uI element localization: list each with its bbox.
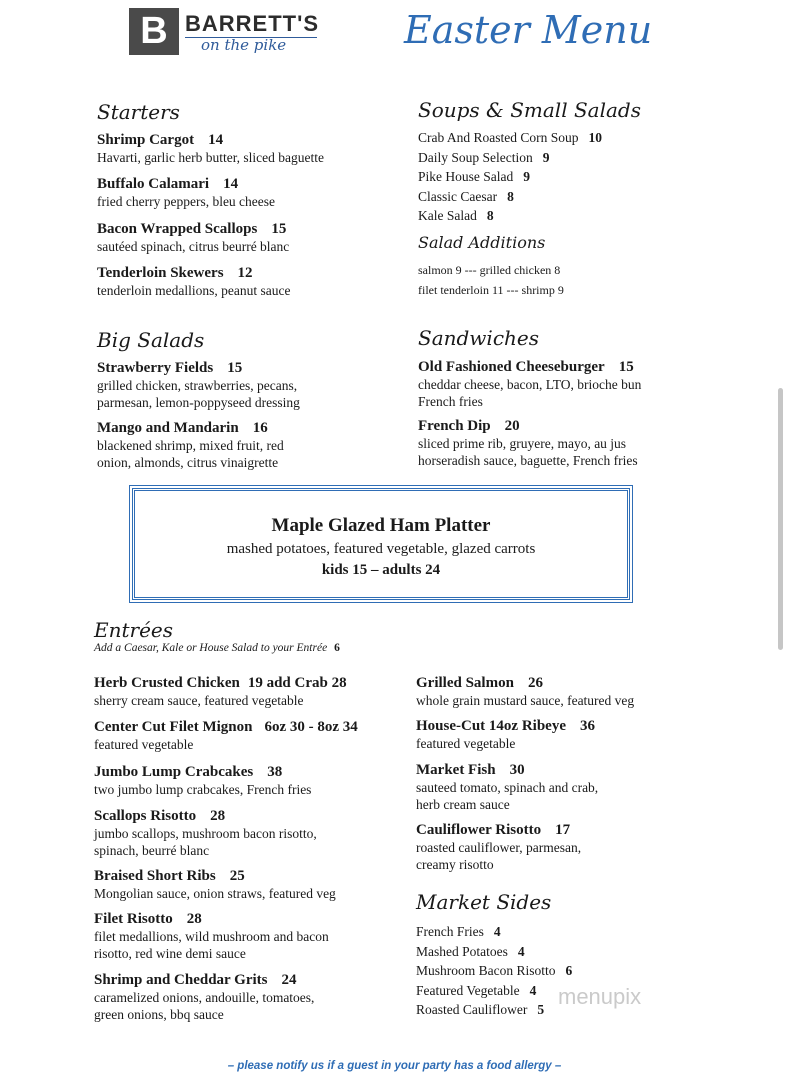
item-name: Classic Caesar bbox=[418, 188, 498, 204]
item-description: roasted cauliflower, parmesan, bbox=[416, 840, 582, 855]
item-description: caramelized onions, andouille, tomatoes, bbox=[94, 990, 315, 1005]
scrollbar[interactable] bbox=[778, 388, 783, 650]
item-description: onion, almonds, citrus vinaigrette bbox=[97, 455, 279, 470]
item-description: green onions, bbq sauce bbox=[94, 1007, 224, 1022]
item-price: 6oz 30 - 8oz 34 bbox=[264, 719, 358, 735]
item-description: Mongolian sauce, onion straws, featured veg bbox=[94, 886, 336, 901]
special-price: kids 15 – adults 24 bbox=[321, 562, 441, 578]
item-name: Mushroom Bacon Risotto bbox=[416, 963, 556, 978]
item-description: fried cherry peppers, bleu cheese bbox=[97, 194, 276, 209]
item-description: herb cream sauce bbox=[416, 797, 510, 812]
item-price: 38 bbox=[267, 764, 283, 780]
menu-item bbox=[416, 981, 572, 1001]
item-name: Shrimp and Cheddar Grits bbox=[94, 972, 268, 988]
item-name: Jumbo Lump Crabcakes bbox=[94, 764, 254, 780]
item-price: 9 bbox=[523, 169, 530, 184]
item-price: 4 bbox=[517, 943, 525, 959]
menu-item bbox=[94, 674, 414, 709]
market-sides-list bbox=[416, 922, 572, 1020]
item-description: spinach, beurré blanc bbox=[94, 843, 210, 858]
item-price: 6 bbox=[565, 963, 573, 978]
restaurant-logo bbox=[129, 8, 319, 55]
item-description: sliced prime rib, gruyere, mayo, au jus bbox=[418, 436, 627, 451]
item-name: Mango and Mandarin bbox=[97, 420, 239, 436]
item-name: Cauliflower Risotto bbox=[416, 822, 542, 838]
section-heading-entrees: Entrées bbox=[94, 618, 174, 642]
item-name: Braised Short Ribs bbox=[94, 868, 216, 884]
special-name: Maple Glazed Ham Platter bbox=[271, 515, 491, 536]
menu-item bbox=[418, 187, 602, 207]
menu-item bbox=[416, 761, 736, 813]
item-price: 26 bbox=[527, 675, 543, 691]
item-description: filet medallions, wild mushroom and bacon bbox=[94, 929, 329, 944]
item-name: Mashed Potatoes bbox=[416, 943, 508, 959]
featured-special-box bbox=[132, 488, 630, 600]
section-heading-soups: Soups & Small Salads bbox=[418, 98, 641, 122]
item-name: Bacon Wrapped Scallops bbox=[97, 221, 258, 237]
menu-item bbox=[97, 359, 417, 411]
item-price: 14 bbox=[208, 132, 224, 148]
entrees-note bbox=[94, 642, 340, 654]
item-name: Crab And Roasted Corn Soup bbox=[418, 130, 579, 145]
menu-item bbox=[418, 167, 602, 187]
item-name: Buffalo Calamari bbox=[97, 176, 210, 192]
menu-item bbox=[94, 807, 414, 859]
section-heading-sandwiches: Sandwiches bbox=[418, 326, 540, 350]
item-price: 12 bbox=[237, 265, 253, 281]
menu-item bbox=[418, 148, 602, 168]
menu-item bbox=[97, 220, 417, 255]
item-price: 17 bbox=[555, 822, 571, 838]
item-description: jumbo scallops, mushroom bacon risotto, bbox=[94, 826, 317, 841]
item-name: Filet Risotto bbox=[94, 911, 173, 927]
item-price: 25 bbox=[229, 868, 245, 884]
item-description: sautéed spinach, citrus beurré blanc bbox=[97, 239, 290, 254]
item-description: featured vegetable bbox=[416, 736, 516, 751]
item-name: Market Fish bbox=[416, 762, 496, 778]
item-price: 15 bbox=[271, 221, 287, 237]
item-description: cheddar cheese, bacon, LTO, brioche bun bbox=[418, 377, 642, 392]
menu-item bbox=[418, 417, 758, 469]
item-name: Roasted Cauliflower bbox=[416, 1002, 528, 1017]
item-description: two jumbo lump crabcakes, French fries bbox=[94, 782, 312, 797]
item-description: grilled chicken, strawberries, pecans, bbox=[97, 378, 298, 393]
item-price: 19 add Crab 28 bbox=[247, 675, 347, 691]
item-price: 8 bbox=[486, 208, 494, 223]
item-description: whole grain mustard sauce, featured veg bbox=[416, 693, 635, 708]
item-name: Daily Soup Selection bbox=[418, 149, 533, 165]
logo-name: BARRETT'S bbox=[185, 11, 320, 36]
menu-item bbox=[418, 128, 602, 148]
item-price: 5 bbox=[537, 1002, 545, 1017]
soups-list bbox=[418, 128, 602, 226]
menu-item bbox=[416, 922, 572, 942]
section-heading-market-sides: Market Sides bbox=[416, 890, 552, 914]
menu-item bbox=[416, 942, 572, 962]
menu-item bbox=[94, 910, 414, 962]
item-price: 10 bbox=[588, 130, 602, 145]
menu-title: Easter Menu bbox=[404, 8, 653, 52]
menu-item bbox=[418, 206, 602, 226]
item-name: Tenderloin Skewers bbox=[97, 265, 224, 281]
item-description: creamy risotto bbox=[416, 857, 494, 872]
item-name: Herb Crusted Chicken bbox=[94, 675, 240, 691]
menu-item bbox=[416, 674, 736, 709]
item-price: 28 bbox=[186, 911, 202, 927]
logo-tagline: on the pike bbox=[201, 36, 287, 54]
section-heading-big-salads: Big Salads bbox=[97, 328, 205, 352]
section-heading-starters: Starters bbox=[97, 100, 180, 124]
item-description: sauteed tomato, spinach and crab, bbox=[416, 780, 599, 795]
menu-item bbox=[94, 971, 414, 1023]
item-name: Kale Salad bbox=[418, 208, 477, 223]
item-price: 8 bbox=[507, 188, 514, 204]
item-name: Grilled Salmon bbox=[416, 675, 514, 691]
addition-line: filet tenderloin 11 --- shrimp 9 bbox=[418, 283, 564, 297]
menu-item bbox=[97, 419, 417, 471]
note-text: Add a Caesar, Kale or House Salad to your Entrée bbox=[94, 642, 328, 654]
menu-item bbox=[416, 961, 572, 981]
menu-item bbox=[416, 717, 736, 752]
section-heading-salad-additions: Salad Additions bbox=[418, 233, 546, 252]
item-name: House-Cut 14oz Ribeye bbox=[416, 718, 566, 734]
note-price: 6 bbox=[334, 642, 340, 654]
watermark: menupix bbox=[558, 984, 642, 1009]
menu-item bbox=[97, 131, 417, 166]
addition-line: salmon 9 --- grilled chicken 8 bbox=[418, 263, 561, 277]
menu-item bbox=[94, 763, 414, 798]
item-price: 9 bbox=[542, 149, 550, 165]
menu-item bbox=[97, 264, 417, 299]
item-description: French fries bbox=[418, 394, 483, 409]
item-description: risotto, red wine demi sauce bbox=[94, 946, 246, 961]
item-description: Havarti, garlic herb butter, sliced baguette bbox=[97, 150, 324, 165]
item-name: Old Fashioned Cheeseburger bbox=[418, 359, 605, 375]
item-price: 4 bbox=[529, 982, 537, 998]
item-name: French Fries bbox=[416, 924, 484, 939]
item-price: 28 bbox=[210, 808, 226, 824]
menu-item bbox=[94, 718, 414, 753]
item-price: 30 bbox=[509, 762, 525, 778]
item-price: 16 bbox=[252, 420, 268, 436]
item-price: 15 bbox=[227, 360, 243, 376]
allergy-notice: – please notify us if a guest in your party has a food allergy – bbox=[227, 1060, 562, 1072]
menu-item bbox=[418, 358, 758, 410]
item-name: Featured Vegetable bbox=[416, 982, 520, 998]
item-description: parmesan, lemon-poppyseed dressing bbox=[97, 395, 300, 410]
menu-item bbox=[94, 867, 414, 902]
item-name: Center Cut Filet Mignon bbox=[94, 719, 253, 735]
item-price: 15 bbox=[618, 359, 634, 375]
item-name: Shrimp Cargot bbox=[97, 132, 195, 148]
item-name: Pike House Salad bbox=[418, 169, 514, 184]
item-name: French Dip bbox=[418, 418, 491, 434]
item-price: 20 bbox=[504, 418, 520, 434]
item-description: horseradish sauce, baguette, French fries bbox=[418, 453, 638, 468]
item-name: Scallops Risotto bbox=[94, 808, 197, 824]
menu-item bbox=[97, 175, 417, 210]
menu-item bbox=[416, 1000, 572, 1020]
item-description: featured vegetable bbox=[94, 737, 194, 752]
item-price: 24 bbox=[281, 972, 297, 988]
item-price: 36 bbox=[580, 718, 595, 734]
salad-additions-list bbox=[418, 260, 564, 300]
item-price: 14 bbox=[223, 176, 239, 192]
item-description: sherry cream sauce, featured vegetable bbox=[94, 693, 304, 708]
menu-item bbox=[416, 821, 736, 873]
item-name: Strawberry Fields bbox=[97, 360, 214, 376]
special-description: mashed potatoes, featured vegetable, glazed carrots bbox=[226, 541, 536, 557]
item-description: blackened shrimp, mixed fruit, red bbox=[97, 438, 284, 453]
logo-letter: B bbox=[129, 8, 179, 55]
item-description: tenderloin medallions, peanut sauce bbox=[97, 283, 291, 298]
item-price: 4 bbox=[493, 924, 501, 939]
